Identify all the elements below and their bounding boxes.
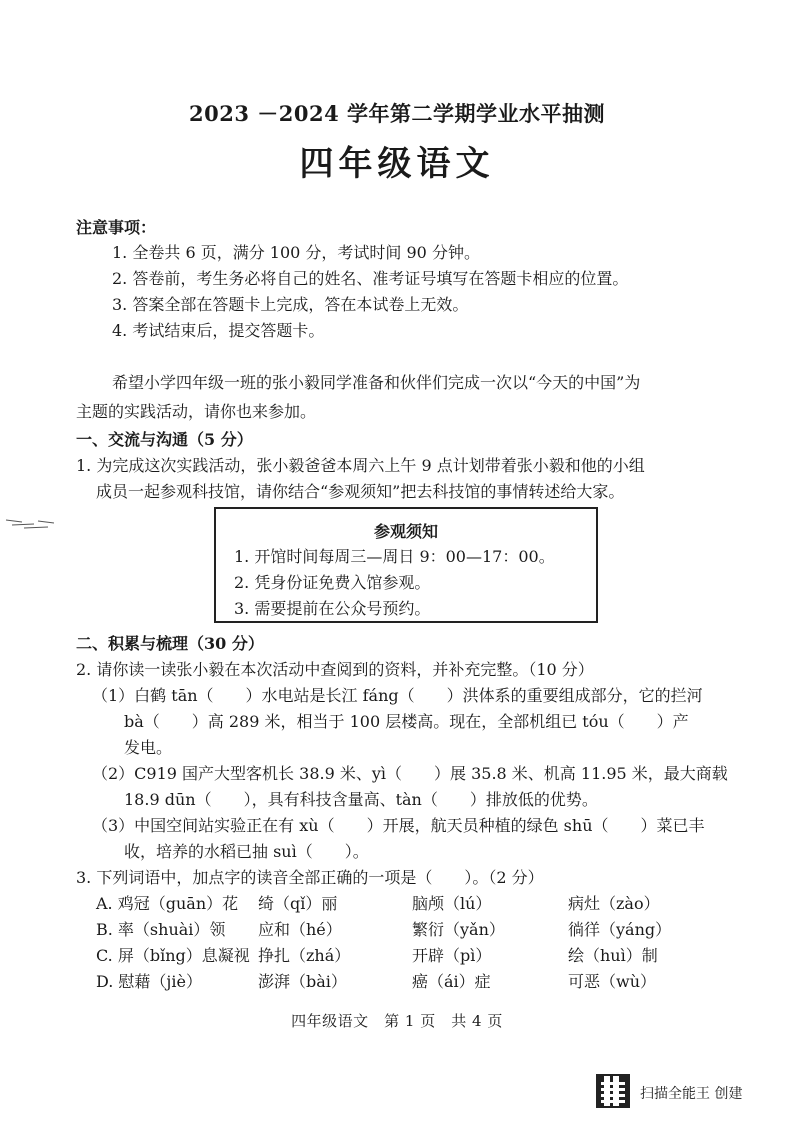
q3-option-b-1: B. 率（shuài）领	[96, 920, 226, 939]
q3-option-d-2: 澎湃（bài）	[258, 972, 347, 991]
q3-option-c-2: 挣扎（zhá）	[258, 946, 351, 965]
notes-item-3: 3. 答案全部在答题卡上完成，答在本试卷上无效。	[112, 295, 469, 314]
q3-option-c-3: 开辟（pì）	[412, 946, 492, 965]
q2-line-3: 发电。	[124, 738, 173, 757]
intro-line-1: 希望小学四年级一班的张小毅同学准备和伙伴们完成一次以“今天的中国”为	[112, 373, 641, 392]
q3-option-a-4: 病灶（zào）	[568, 894, 660, 913]
notes-item-1: 1. 全卷共 6 页，满分 100 分，考试时间 90 分钟。	[112, 243, 480, 262]
q3-option-b-4: 徜徉（yáng）	[568, 920, 672, 939]
q3-option-b-2: 应和（hé）	[258, 920, 342, 939]
notice-item-2: 2. 凭身份证免费入馆参观。	[234, 573, 431, 592]
qr-code-icon	[596, 1074, 630, 1108]
notes-heading: 注意事项：	[76, 218, 157, 237]
exam-subject: 四年级语文	[299, 144, 495, 184]
intro-line-2: 主题的实践活动，请你也来参加。	[76, 402, 317, 421]
q3-option-a-2: 绮（qǐ）丽	[258, 894, 338, 913]
q3-option-d-4: 可恶（wù）	[568, 972, 657, 991]
q3-option-a-3: 脑颅（lú）	[412, 894, 492, 913]
q2-stem: 2. 请你读一读张小毅在本次活动中查阅到的资料，并补充完整。（10 分）	[76, 660, 594, 679]
q2-line-2: bà（ ）高 289 米，相当于 100 层楼高。现在，全部机组已 tóu（ ）产	[124, 712, 689, 731]
q1-line-1: 1. 为完成这次实践活动，张小毅爸爸本周六上午 9 点计划带着张小毅和他的小组	[76, 456, 645, 475]
q3-option-a-1: A. 鸡冠（guān）花	[96, 894, 239, 913]
notice-item-1: 1. 开馆时间每周三—周日 9：00—17：00。	[234, 547, 555, 566]
q2-line-6: （3）中国空间站实验正在有 xù（ ）开展，航天员种植的绿色 shū（ ）菜已丰	[92, 816, 705, 835]
scanner-watermark: 扫描全能王 创建	[640, 1086, 743, 1102]
q3-option-c-4: 绘（huì）制	[568, 946, 658, 965]
q3-option-d-1: D. 慰藉（jiè）	[96, 972, 202, 991]
exam-title: 2023 －2024 学年第二学期学业水平抽测	[188, 101, 605, 126]
q3-option-c-1: C. 屏（bǐng）息凝视	[96, 946, 250, 965]
notes-item-2: 2. 答卷前，考生务必将自己的姓名、准考证号填写在答题卡相应的位置。	[112, 269, 629, 288]
section2-heading: 二、积累与梳理（30 分）	[76, 634, 264, 653]
q3-option-d-3: 癌（ái）症	[412, 972, 491, 991]
q2-line-5: 18.9 dūn（ ），具有科技含量高、tàn（ ）排放低的优势。	[124, 790, 598, 809]
q3-stem: 3. 下列词语中，加点字的读音全部正确的一项是（ ）。（2 分）	[76, 868, 544, 887]
page-footer: 四年级语文 第 1 页 共 4 页	[291, 1012, 503, 1030]
q2-line-4: （2）C919 国产大型客机长 38.9 米、yì（ ）展 35.8 米、机高 11.95 米，最大商载	[92, 764, 728, 783]
notes-item-4: 4. 考试结束后，提交答题卡。	[112, 321, 325, 340]
section1-heading: 一、交流与沟通（5 分）	[76, 430, 253, 449]
q1-line-2: 成员一起参观科技馆，请你结合“参观须知”把去科技馆的事情转述给大家。	[96, 482, 625, 501]
q3-option-b-3: 繁衍（yǎn）	[412, 920, 505, 939]
q2-line-7: 收，培养的水稻已抽 suì（ ）。	[124, 842, 369, 861]
notice-item-3: 3. 需要提前在公众号预约。	[234, 599, 431, 618]
scan-mark-icon	[4, 516, 56, 530]
q2-line-1: （1）白鹤 tān（ ）水电站是长江 fáng（ ）洪体系的重要组成部分，它的拦河	[92, 686, 703, 705]
visit-notice-box	[214, 507, 598, 623]
notice-title: 参观须知	[373, 522, 438, 541]
